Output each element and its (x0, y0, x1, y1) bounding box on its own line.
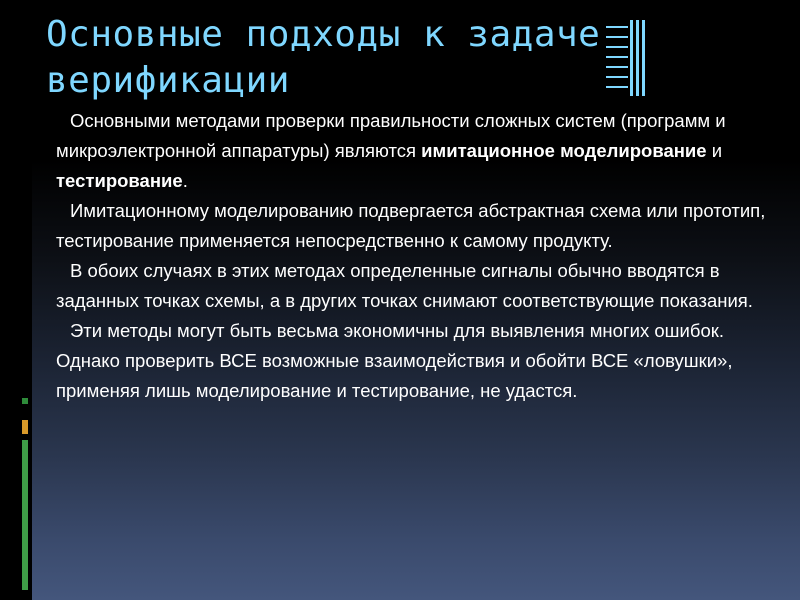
side-accent-bar-green-long (22, 440, 28, 590)
paragraph-4: Эти методы могут быть весьма экономичны для выявления многих ошибок. Однако проверить ВСЕ возможные взаимодействия и обойти ВСЕ «ловушки», применяя лишь моделирование и тестирование, не удастся. (56, 320, 733, 401)
slide-title: Основные подходы к задаче верификации (46, 14, 601, 101)
paragraph-1-text-b: и (706, 140, 723, 161)
paragraph-1-bold-testing: тестирование (56, 170, 183, 191)
paragraph-1-text-a: Основными методами проверки правильности сложных систем (программ и микроэлектронной аппаратуры) являются (56, 110, 726, 161)
paragraph-1 (56, 106, 786, 196)
side-accent-bar-orange (22, 420, 28, 434)
slide-body (56, 106, 786, 406)
paragraph-1-text-c: . (182, 170, 188, 191)
barcode-icon (606, 20, 648, 96)
paragraph-1-bold-modeling: имитационное моделирование (421, 140, 707, 161)
paragraph-3: В обоих случаях в этих методах определенные сигналы обычно вводятся в заданных точках схемы, а в других точках снимают соответствующие показания. (56, 260, 753, 311)
paragraph-2: Имитационному моделированию подвергается абстрактная схема или прототип, тестирование применяется непосредственно к самому продукту. (56, 200, 766, 251)
side-accent-bar-green-top (22, 398, 28, 404)
